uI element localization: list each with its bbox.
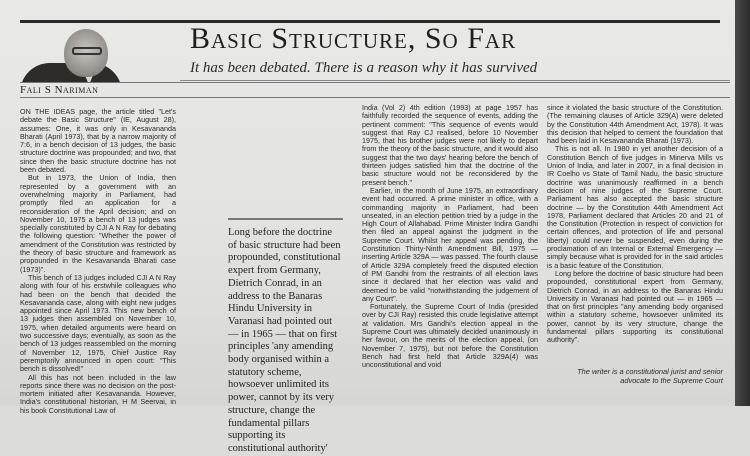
paragraph: Earlier, in the month of June 1975, an extraordinary event had occurred. A prime minister in office, with a commanding majority in Parliament, had been unseated, in an election petition tried by a judge in the High Court of Allahabad. Prime Minister Indira Gandhi then filed an appeal against the judgment in the Supreme Court. Whilst her appeal was pending, the Constitution Thirty-Ninth Amendment Bill, 1975 — inserting Article 329A — was passed. The fourth clause of Article 329A completely freed the disputed election of PM Gandhi from the restraints of all election laws since it declared that her election was valid and deemed to be valid "notwithstanding the judgement of any Court". <box>362 185 538 303</box>
headline: Basic Structure, So Far <box>190 22 517 55</box>
paragraph: India (Vol 2) 4th edition (1993) at page 1957 has faithfully recorded the sequence of events, adding the pertinent comment: "This sequence of events would suggest that Ray CJ realised, before 10 November 1975, that his brother judges were not likely to depart from the theory of the basic structure, and it would also suggest that the two days' hearing before the bench of thirteen judges satisfied him that the doctrine of the basic structure would not be reconsidered by the present bench." <box>362 103 538 187</box>
deck: It has been debated. There is a reason why it has survived <box>190 60 538 76</box>
byline: Fali S Nariman <box>20 84 99 96</box>
column-3 <box>547 104 723 345</box>
byline-rule-top <box>20 82 730 83</box>
paragraph: This bench of 13 judges included CJI A N Ray along with four of his erstwhile colleagues who had been on the bench that decided the Kesavananda case, along with eight new judges appointed since April 1973. This new bench of 13 judges then assembled on November 10, 1975, when detailed arguments were heard on two successive days; eventually, as soon as the bench of 13 judges reassembled on the morning of November 12, 1975, Chief Justice Ray peremptorily announced in open court: "This bench is dissolved!" <box>20 272 176 374</box>
column-1 <box>20 108 176 415</box>
author-photo <box>20 27 122 82</box>
paragraph: since it violated the basic structure of the Constitution. (The remaining clauses of Article 329(A) were deleted by the Constitution 44th Amendment Act, 1978). It was this decision that helped to cement the foundation that had been laid in Kesavananda Bharati (1973). <box>547 103 723 146</box>
paragraph: But in 1973, the Union of India, then represented by a government with an overwhelming majority in Parliament, had promptly filed an application for a reconsideration of the April decision; and on November 10, 1975 a bench of 13 judges was specially constituted by CJI A N Ray for debating the following question: "Whether the power of amendment of the Constitution was restricted by the theory of basic structure and framework as propounded in the Kesavananda Bharati case (1973)". <box>20 173 176 274</box>
byline-rule-bottom <box>20 97 730 98</box>
paragraph: ON THE IDEAS page, the article titled "Let's debate the Basic Structure" (IE, August 28), assumes: One, it was only in Kesavananda Bharati (April 1973), that by a narrow majority of 7:6, in a bench decision of 13 judges, the basic structure doctrine was propounded; and two, that since then the basic structure doctrine has not been debated. <box>20 107 176 175</box>
pull-quote-rule <box>228 218 343 220</box>
paragraph: All this has not been included in the law reports since there was no decision on the post-mortem initiated after Kesavananda. However, India's constitutional historian, H M Seervai, in his book Constitutional Law of <box>20 372 176 415</box>
table-edge <box>735 0 750 406</box>
column-2 <box>362 104 538 370</box>
author-signoff: The writer is a constitutional jurist and senior advocate to the Supreme Court <box>577 367 723 385</box>
paragraph: Fortunately, the Supreme Court of India (presided over by CJI Ray) resisted this crude legislative attempt at validation. Mrs Gandhi's election appeal in the Supreme Court was ultimately decided unanimously in her favour, on the merits of the election appeal, (on November 7, 1975), but not before the Constitution Bench had first held that Article 329A(4) was unconstitutional and void <box>362 302 538 370</box>
paragraph: This is not all. In 1980 in yet another decision of a Constitution Bench of five judges in Minerva Mills vs Union of India, and later in 2007, in a final decision in IR Coelho vs State of Tamil Nadu, the basic structure doctrine was unanimously reaffirmed in a bench decision of nine judges of the Supreme Court. Parliament has also accepted the basic structure doctrine — by the Constitution 44th Amendment Act 1978, Parliament declared that Articles 20 and 21 of the Constitution (Protection in respect of conviction for certain offences, and protection of life and personal liberty) could never be suspended, even during the proclamation of an Internal or External Emergency — simply because what is provided for in the said articles is a basic feature of the Constitution. <box>547 144 723 270</box>
paragraph: Long before the doctrine of basic structure had been propounded, constitutional expert from Germany, Dietrich Conrad, in an address to the Banaras Hindu University in Varanasi had pointed out — in 1965 — that on first principles "any amending body organised within a statutory scheme, howsoever unlimited its power, cannot by its very structure, change the fundamental pillars supporting its constitutional authority". <box>547 268 723 345</box>
pull-quote: Long before the doctrine of basic structure had been propounded, constitutional expert from Germany, Dietrich Conrad, in an address to the Banaras Hindu University in Varanasi had pointed out — in 1965 — that on first principles 'any amending body organised within a statutory scheme, howsoever unlimited its power, cannot by its very structure, change the fundamental pillars supporting its constitutional authority' <box>228 227 341 454</box>
deck-rule <box>180 80 730 81</box>
author-photo-glasses <box>72 47 102 55</box>
